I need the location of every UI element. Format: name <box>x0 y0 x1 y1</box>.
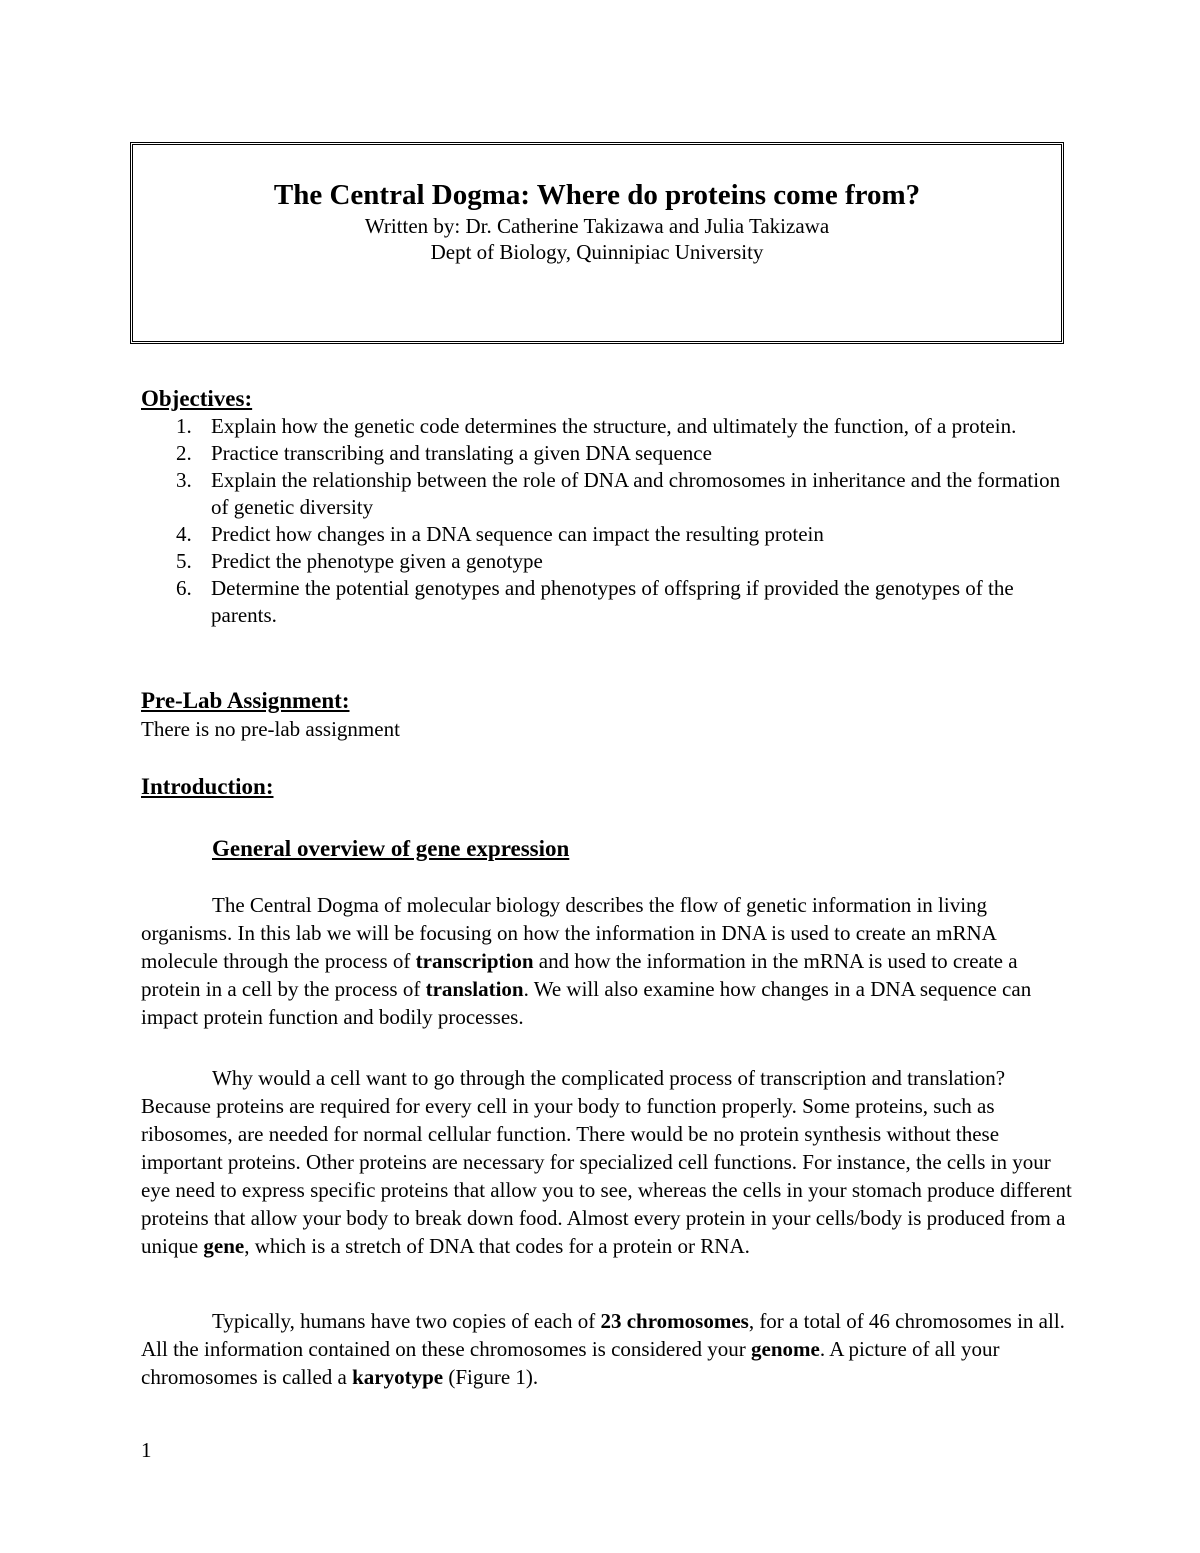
paragraph-text: (Figure 1). <box>443 1365 539 1389</box>
objective-item <box>141 548 1071 575</box>
term-gene: gene <box>203 1234 245 1258</box>
page-number: 1 <box>141 1438 152 1462</box>
intro-paragraph-3 <box>141 1307 1076 1391</box>
objective-number: 4. <box>176 522 192 546</box>
prelab-heading: Pre-Lab Assignment: <box>141 688 350 713</box>
objective-text: Determine the potential genotypes and phenotypes of offspring if provided the genotypes of the parents. <box>211 576 1014 627</box>
objectives-list <box>141 413 1071 629</box>
objective-text: Predict the phenotype given a genotype <box>211 549 543 573</box>
term-genome: genome <box>751 1337 820 1361</box>
department-line: Dept of Biology, Quinnipiac University <box>430 240 764 264</box>
paragraph-text: , which is a stretch of DNA that codes for a protein or RNA. <box>244 1234 750 1258</box>
paragraph-text: , for a total of 46 chromosomes in all. All the information contained on these chromosomes is considered your <box>141 1309 1065 1361</box>
objective-item <box>141 521 1071 548</box>
objective-number: 1. <box>176 414 192 438</box>
paragraph-text: . We will also examine how changes in a DNA sequence can impact protein function and bodily processes. <box>141 977 1032 1029</box>
intro-paragraph-1 <box>141 891 1076 1031</box>
objective-text: Predict how changes in a DNA sequence can impact the resulting protein <box>211 522 824 546</box>
objective-item <box>141 413 1071 440</box>
author-byline: Written by: Dr. Catherine Takizawa and Julia Takizawa <box>364 214 830 238</box>
prelab-text: There is no pre-lab assignment <box>141 717 400 741</box>
paragraph-text: Why would a cell want to go through the complicated process of transcription and translation? Because proteins are required for every cell in your body to function properly. Some proteins, such as ribosomes, are needed for normal cellular function. There would be no protein synthesis without these important proteins. Other proteins are necessary for specialized cell functions. For instance, the cells in your eye need to express specific proteins that allow you to see, whereas the cells in your stomach produce different proteins that allow your body to break down food. Almost every protein in your cells/body is produced from a unique <box>141 1066 1072 1258</box>
document-title: The Central Dogma: Where do proteins come from? <box>273 179 921 211</box>
term-karyotype: karyotype <box>352 1365 444 1389</box>
objective-item <box>141 467 1071 521</box>
objective-text: Practice transcribing and translating a given DNA sequence <box>211 441 712 465</box>
objective-item <box>141 575 1071 629</box>
introduction-heading: Introduction: <box>141 774 274 799</box>
gene-expression-subheading: General overview of gene expression <box>212 836 570 861</box>
title-box <box>130 142 1064 344</box>
objectives-heading: Objectives: <box>141 386 253 411</box>
paragraph-text: and how the information in the mRNA is used to create a protein in a cell by the process of <box>141 949 1018 1001</box>
term-23-chromosomes: 23 chromosomes <box>600 1309 749 1333</box>
objective-number: 3. <box>176 468 192 492</box>
objective-item <box>141 440 1071 467</box>
objective-number: 6. <box>176 576 192 600</box>
paragraph-text: . A picture of all your chromosomes is called a <box>141 1337 1000 1389</box>
intro-paragraph-2 <box>141 1064 1076 1260</box>
term-transcription: transcription <box>415 949 534 973</box>
objective-text: Explain the relationship between the role of DNA and chromosomes in inheritance and the formation of genetic diversity <box>211 468 1061 519</box>
objective-number: 2. <box>176 441 192 465</box>
objective-number: 5. <box>176 549 192 573</box>
paragraph-text: Typically, humans have two copies of each of <box>212 1309 601 1333</box>
objective-text: Explain how the genetic code determines the structure, and ultimately the function, of a protein. <box>211 414 1017 438</box>
paragraph-text: The Central Dogma of molecular biology describes the flow of genetic information in living organisms. In this lab we will be focusing on how the information in DNA is used to create an mRNA molecule through the process of <box>141 893 996 973</box>
term-translation: translation <box>425 977 524 1001</box>
